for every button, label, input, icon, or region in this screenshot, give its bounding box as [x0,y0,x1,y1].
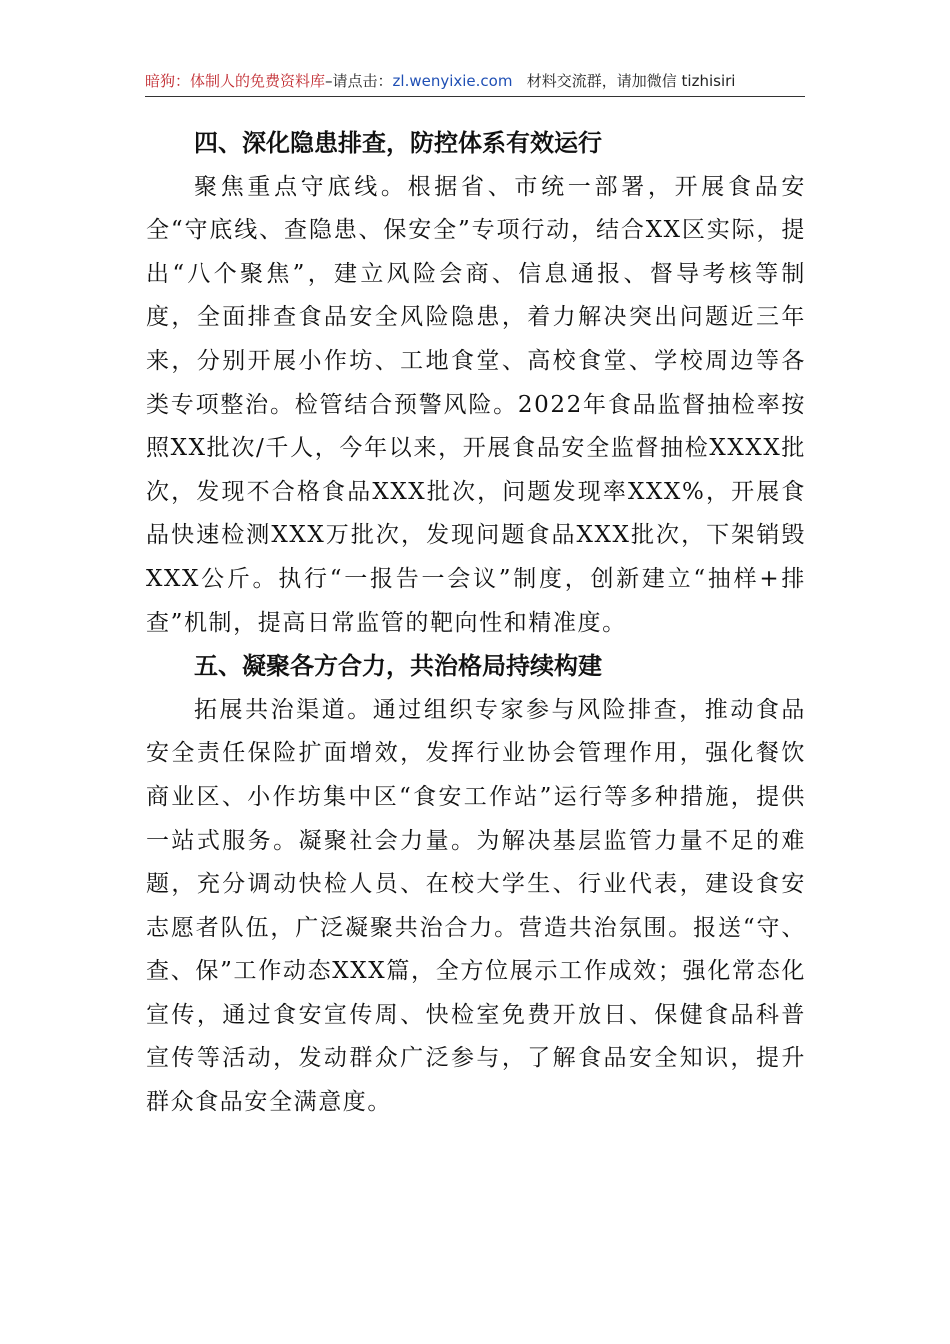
section-paragraph-5: 拓展共治渠道。通过组织专家参与风险排查，推动食品安全责任保险扩面增效，发挥行业协会管理作用，强化餐饮商业区、小作坊集中区“食安工作站”运行等多种措施，提供一站式服务。凝聚社会力量。为解决基层监管力量不足的难题，充分调动快检人员、在校大学生、行业代表，建设食安志愿者队伍，广泛凝聚共治合力。营造共治氛围。报送“守、查、保”工作动态XXX篇，全方位展示工作成效；强化常态化宣传，通过食安宣传周、快检室免费开放日、保健食品科普宣传等活动，发动群众广泛参与，了解食品安全知识，提升群众食品安全满意度。 [146,696,806,1116]
header-click-prompt: –请点击： [325,72,393,90]
header-link[interactable]: zl.wenyixie.com [392,72,513,90]
document-body [146,122,806,1125]
page-header [145,68,805,94]
header-site-name: 暗狗：体制人的免费资料库 [145,72,326,90]
header-wechat-note: 材料交流群，请加微信 tizhisiri [526,72,736,90]
section-heading-5: 五、凝聚各方合力，共治格局持续构建 [194,652,602,681]
section-heading-4: 四、深化隐患排查，防控体系有效运行 [194,129,602,157]
section-paragraph-4: 聚焦重点守底线。根据省、市统一部署，开展食品安全“守底线、查隐患、保安全”专项行动，结合XX区实际，提出“八个聚焦”，建立风险会商、信息通报、督导考核等制度，全面排查食品安全风险隐患，着力解决突出问题近三年来，分别开展小作坊、工地食堂、高校食堂、学校周边等各类专项整治。检管结合预警风险。2022年食品监督抽检率按照XX批次/千人，今年以来，开展食品安全监督抽检XXXX批次，发现不合格食品XXX批次，问题发现率XXX%，开展食品快速检测XXX万批次，发现问题食品XXX批次，下架销毁XXX公斤。执行“一报告一会议”制度，创新建立“抽样+排查”机制，提高日常监管的靶向性和精准度。 [146,173,806,636]
header-divider [145,96,805,97]
